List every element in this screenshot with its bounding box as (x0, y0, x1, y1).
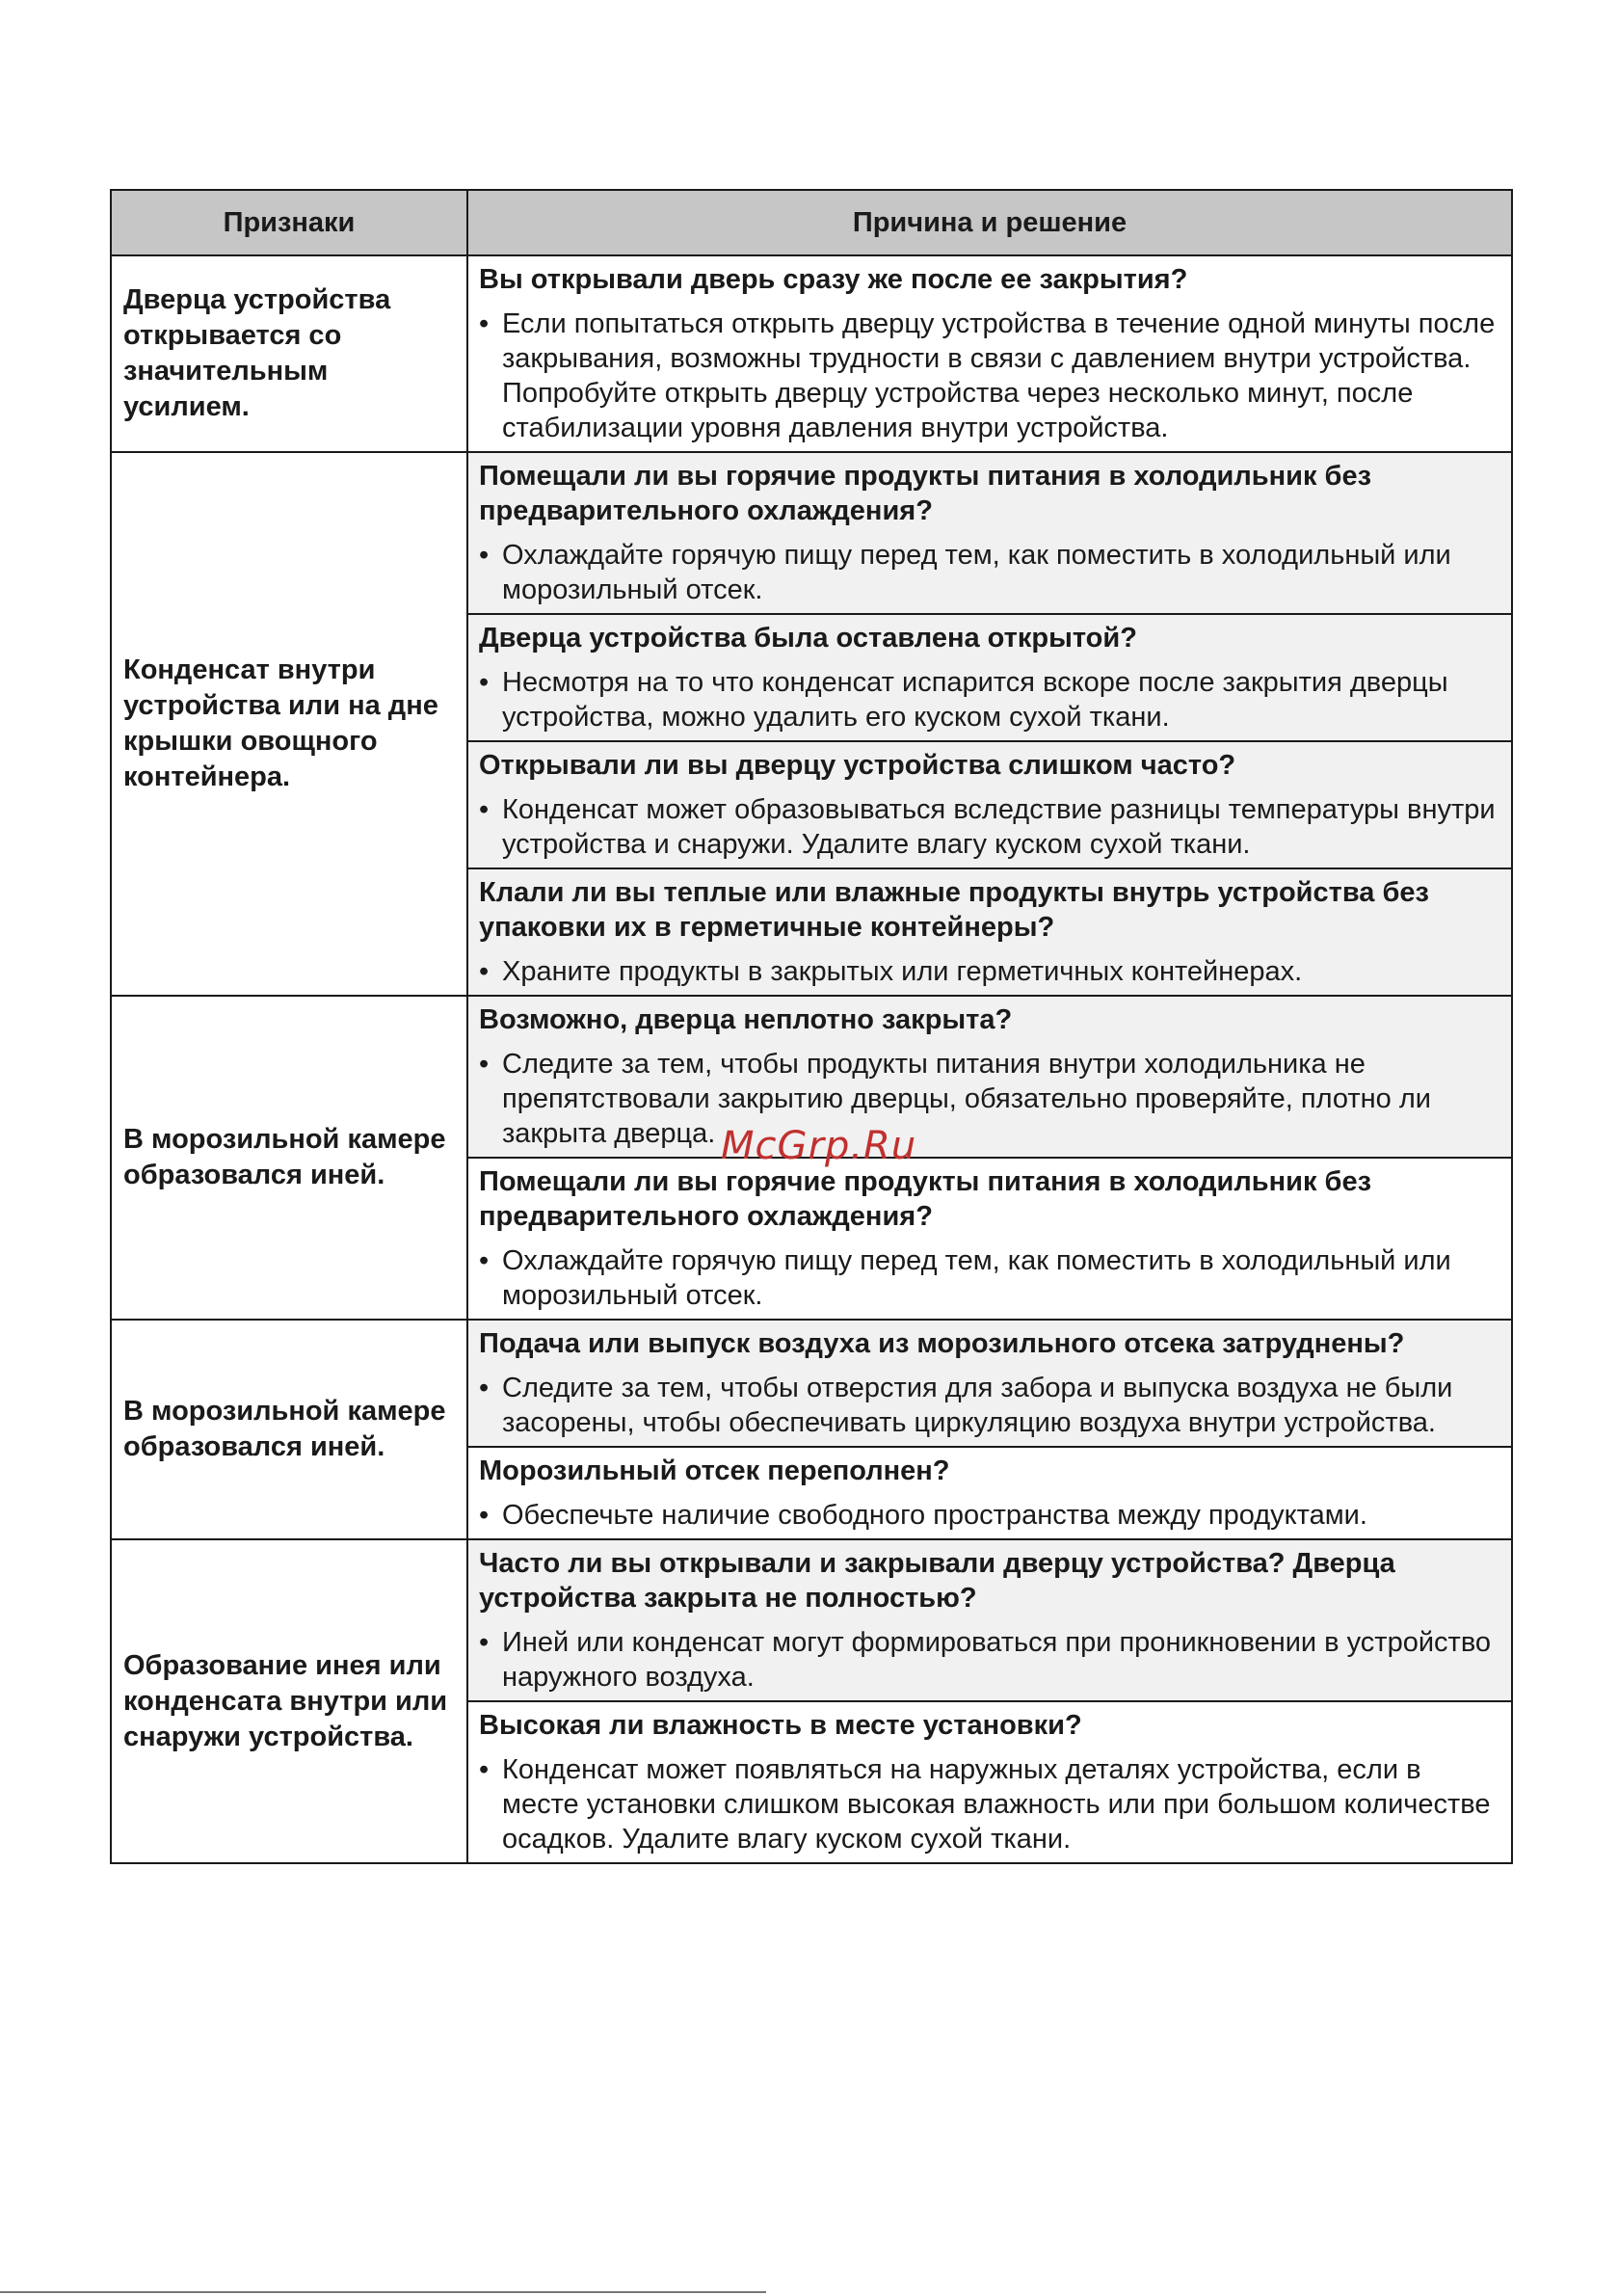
cause-question: Помещали ли вы горячие продукты питания в холодильник без предварительного охлаждения? (479, 1166, 1371, 1232)
cause-block (468, 1700, 1511, 1862)
solution-text: Следите за тем, чтобы продукты питания внутри холодильника не препятствовали закрытию дверцы, обязательно проверяйте, плотно ли закрыта дверца. (502, 1049, 1431, 1149)
solution-item (479, 1625, 1499, 1695)
bullet-icon: • (479, 1754, 490, 1785)
solution-item (479, 307, 1499, 445)
bullet-icon: • (479, 1627, 490, 1658)
cause-solution-cell (467, 996, 1512, 1320)
cause-solution-cell (467, 452, 1512, 996)
solution-item (479, 538, 1499, 607)
cause-question: Возможно, дверца неплотно закрыта? (479, 1004, 1013, 1035)
cause-question: Высокая ли влажность в месте установки? (479, 1710, 1082, 1741)
footer-divider (0, 2291, 766, 2293)
cause-block (468, 453, 1511, 613)
solution-item (479, 1047, 1499, 1151)
solution-text: Если попытаться открыть дверцу устройства в течение одной минуты после закрывания, возможны трудности в связи с давлением внутри устройства. Попробуйте открыть дверцу устройства через несколько минут, после стабилизации уровня давления внутри устройства. (502, 308, 1496, 443)
cause-question: Вы открывали дверь сразу же после ее закрытия? (479, 264, 1188, 295)
solution-text: Храните продукты в закрытых или герметичных контейнерах. (502, 956, 1303, 987)
cause-block (468, 256, 1511, 451)
symptom-cell: Образование инея или конденсата внутри или снаружи устройства. (111, 1539, 467, 1863)
bullet-icon: • (479, 1500, 490, 1531)
solution-text: Иней или конденсат могут формироваться при проникновении в устройство наружного воздуха. (502, 1627, 1492, 1693)
cause-solution-cell (467, 1320, 1512, 1539)
table-body (111, 255, 1512, 1863)
solution-item (479, 665, 1499, 734)
bullet-icon: • (479, 1245, 490, 1276)
cause-question: Клали ли вы теплые или влажные продукты внутрь устройства без упаковки их в герметичные контейнеры? (479, 877, 1429, 943)
troubleshooting-table (110, 189, 1513, 1864)
header-symptoms: Признаки (111, 190, 467, 255)
solution-item (479, 792, 1499, 862)
cause-question: Морозильный отсек переполнен? (479, 1455, 950, 1486)
symptom-cell: В морозильной камере образовался иней. (111, 996, 467, 1320)
cause-question: Дверца устройства была оставлена открытой? (479, 623, 1137, 654)
cause-question: Часто ли вы открывали и закрывали дверцу устройства? Дверца устройства закрыта не полностью? (479, 1548, 1395, 1614)
symptom-cell: Конденсат внутри устройства или на дне крышки овощного контейнера. (111, 452, 467, 996)
cause-question: Помещали ли вы горячие продукты питания в холодильник без предварительного охлаждения? (479, 461, 1371, 526)
solution-text: Конденсат может образовываться вследствие разницы температуры внутри устройства и снаружи. Удалите влагу куском сухой ткани. (502, 794, 1496, 860)
table-row (111, 255, 1512, 452)
bullet-icon: • (479, 667, 490, 698)
cause-block (468, 1446, 1511, 1538)
table-row (111, 452, 1512, 996)
solution-text: Конденсат может появляться на наружных деталях устройства, если в месте установки слишком высокая влажность или при большом количестве осадков. Удалите влагу куском сухой ткани. (502, 1754, 1491, 1855)
cause-block (468, 1540, 1511, 1700)
cause-block (468, 1157, 1511, 1319)
solution-text: Охлаждайте горячую пищу перед тем, как поместить в холодильный или морозильный отсек. (502, 1245, 1451, 1311)
cause-question: Подача или выпуск воздуха из морозильного отсека затруднены? (479, 1328, 1405, 1359)
solution-item (479, 1752, 1499, 1856)
symptom-cell: В морозильной камере образовался иней. (111, 1320, 467, 1539)
bullet-icon: • (479, 956, 490, 987)
header-cause-solution: Причина и решение (467, 190, 1512, 255)
cause-block (468, 613, 1511, 740)
cause-solution-cell (467, 1539, 1512, 1863)
table-header-row (111, 190, 1512, 255)
solution-item (479, 1498, 1499, 1533)
watermark-text: McGrp.Ru (721, 1124, 917, 1168)
solution-item (479, 1243, 1499, 1313)
symptom-cell: Дверца устройства открывается со значительным усилием. (111, 255, 467, 452)
solution-text: Следите за тем, чтобы отверстия для забора и выпуска воздуха не были засорены, чтобы обеспечивать циркуляцию воздуха внутри устройства. (502, 1373, 1453, 1438)
bullet-icon: • (479, 1373, 490, 1403)
cause-solution-cell (467, 255, 1512, 452)
bullet-icon: • (479, 540, 490, 571)
solution-item (479, 954, 1499, 989)
solution-item (479, 1371, 1499, 1440)
cause-block (468, 740, 1511, 868)
cause-question: Открывали ли вы дверцу устройства слишком часто? (479, 750, 1236, 781)
solution-text: Обеспечьте наличие свободного пространства между продуктами. (502, 1500, 1367, 1531)
solution-text: Несмотря на то что конденсат испарится вскоре после закрытия дверцы устройства, можно удалить его куском сухой ткани. (502, 667, 1448, 733)
cause-block (468, 997, 1511, 1157)
bullet-icon: • (479, 308, 490, 339)
table-row (111, 1539, 1512, 1863)
bullet-icon: • (479, 1049, 490, 1080)
solution-text: Охлаждайте горячую пищу перед тем, как поместить в холодильный или морозильный отсек. (502, 540, 1451, 605)
bullet-icon: • (479, 794, 490, 825)
cause-block (468, 1321, 1511, 1446)
table-row (111, 1320, 1512, 1539)
cause-block (468, 868, 1511, 995)
